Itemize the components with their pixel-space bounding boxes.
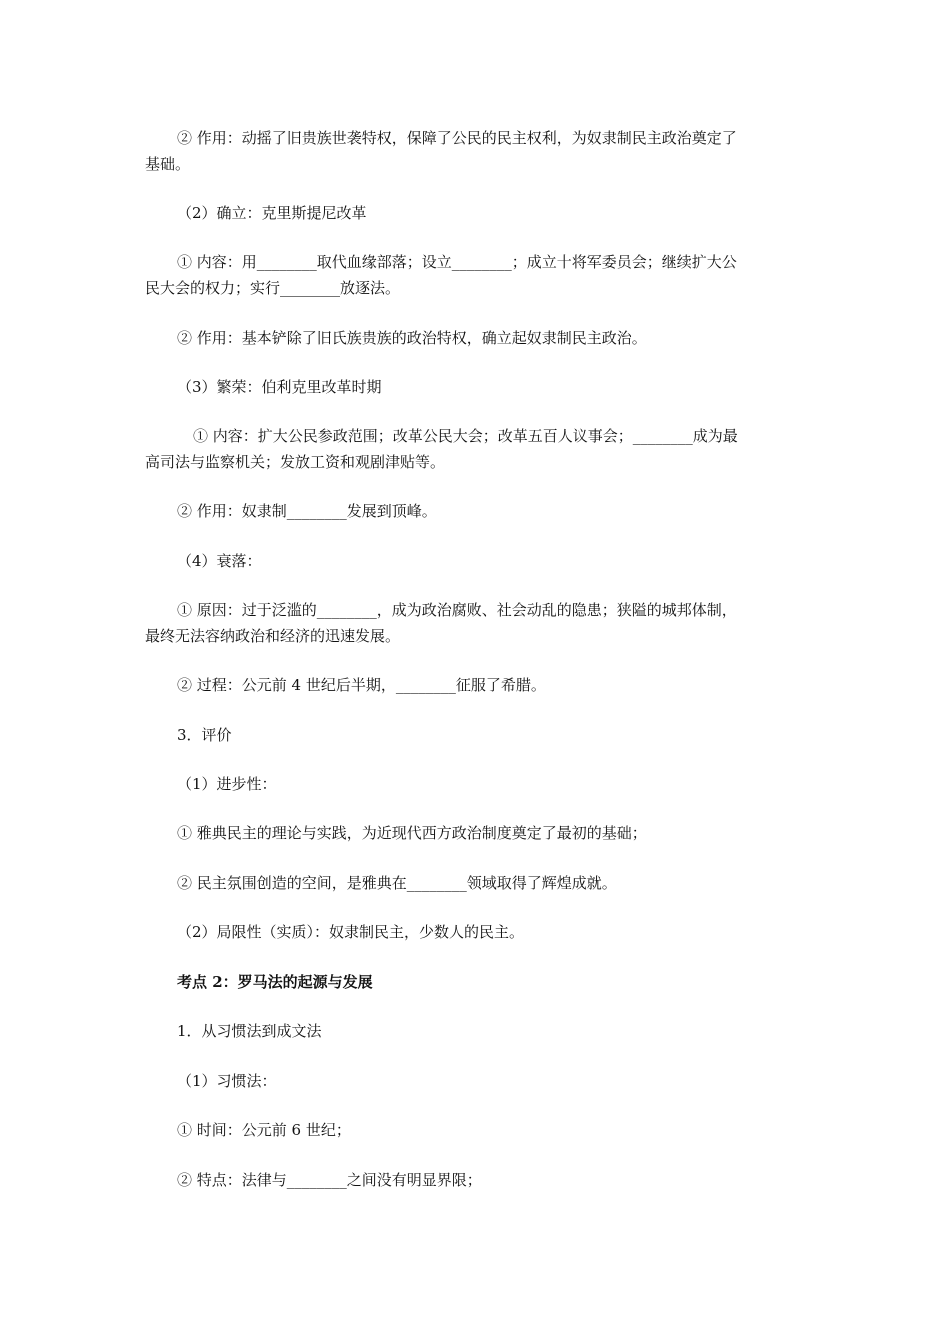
section-heading: 考点 2：罗马法的起源与发展 (177, 973, 373, 991)
text-line: 最终无法容纳政治和经济的迅速发展。 (145, 627, 401, 645)
text-line: 高司法与监察机关；发放工资和观剧津贴等。 (145, 453, 446, 471)
text-line: （2）局限性（实质）：奴隶制民主，少数人的民主。 (177, 923, 525, 941)
text-line: ① 内容：扩大公民参政范围；改革公民大会；改革五百人议事会；________成为最 (193, 427, 738, 445)
text-line: ② 作用：基本铲除了旧氏族贵族的政治特权，确立起奴隶制民主政治。 (177, 329, 647, 347)
text-line: ① 内容：用________取代血缘部落；设立________；成立十将军委员会；继续扩大公 (177, 253, 737, 271)
text-line: （3）繁荣：伯利克里改革时期 (177, 378, 382, 396)
text-line: ① 雅典民主的理论与实践，为近现代西方政治制度奠定了最初的基础； (177, 824, 647, 842)
text-line: 基础。 (145, 155, 191, 173)
text-line: ② 特点：法律与________之间没有明显界限； (177, 1171, 482, 1189)
text-line: （2）确立：克里斯提尼改革 (177, 204, 367, 222)
text-line: ① 时间：公元前 6 世纪； (177, 1121, 351, 1139)
text-line: ① 原因：过于泛滥的________，成为政治腐败、社会动乱的隐患；狭隘的城邦体制， (177, 601, 737, 619)
text-line: （1）进步性： (177, 775, 277, 793)
text-line: ② 作用：奴隶制________发展到顶峰。 (177, 502, 437, 520)
text-line: 1．从习惯法到成文法 (177, 1022, 322, 1040)
text-line: ② 作用：动摇了旧贵族世袭特权，保障了公民的民主权利，为奴隶制民主政治奠定了 (177, 129, 737, 147)
text-line: ② 民主氛围创造的空间，是雅典在________领域取得了辉煌成就。 (177, 874, 617, 892)
text-line: 民大会的权力；实行________放逐法。 (145, 279, 401, 297)
text-line: （1）习惯法： (177, 1072, 277, 1090)
text-line: 3．评价 (177, 726, 232, 744)
text-line: ② 过程：公元前 4 世纪后半期，________征服了希腊。 (177, 676, 546, 694)
text-line: （4）衰落： (177, 552, 262, 570)
